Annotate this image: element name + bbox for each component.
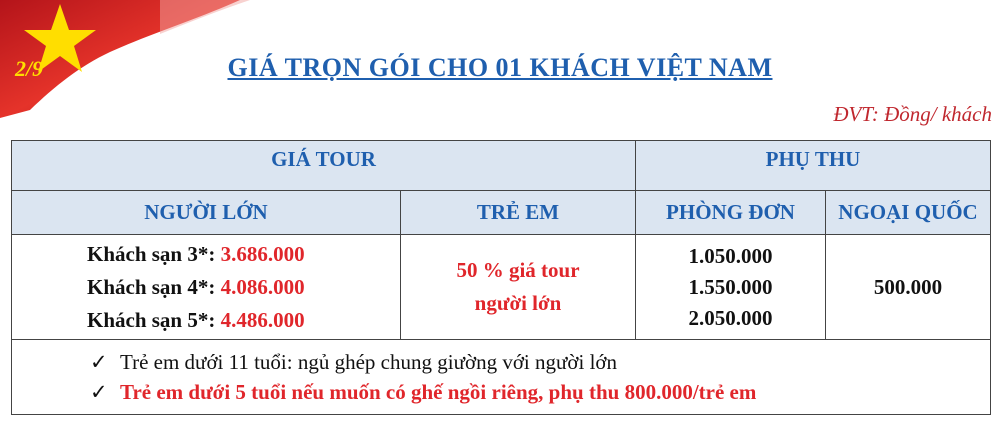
hotel-row: Khách sạn 4*: 4.086.000 (87, 274, 305, 299)
checkmark-icon: ✓ (90, 350, 108, 374)
hotel-row: Khách sạn 3*: 3.686.000 (87, 241, 305, 266)
header-single-room: PHÒNG ĐƠN (636, 191, 826, 235)
header-surcharge: PHỤ THU (636, 141, 991, 191)
unit-note: ĐVT: Đồng/ khách (833, 102, 992, 126)
flag-date-label: 2/9 (15, 56, 44, 81)
header-tour-price: GIÁ TOUR (12, 141, 636, 191)
note-item: ✓ Trẻ em dưới 5 tuổi nếu muốn có ghế ngồi riêng, phụ thu 800.000/trẻ em (90, 377, 990, 407)
checkmark-icon: ✓ (90, 380, 108, 404)
hotel-row: Khách sạn 5*: 4.486.000 (87, 307, 305, 332)
page-title: GIÁ TRỌN GÓI CHO 01 KHÁCH VIỆT NAM (227, 53, 773, 82)
single-room-cell: 1.050.000 1.550.000 2.050.000 (636, 235, 826, 340)
header-foreigner: NGOẠI QUỐC (826, 191, 991, 235)
note-item: ✓ Trẻ em dưới 11 tuổi: ngủ ghép chung giường với người lớn (90, 347, 990, 377)
price-table (11, 140, 991, 415)
header-adult: NGƯỜI LỚN (12, 191, 401, 235)
child-price-cell: 50 % giá tour người lớn (401, 235, 636, 340)
notes-cell (12, 340, 991, 415)
adult-prices-cell (12, 235, 401, 340)
foreigner-cell: 500.000 (826, 235, 991, 340)
header-child: TRẺ EM (401, 191, 636, 235)
